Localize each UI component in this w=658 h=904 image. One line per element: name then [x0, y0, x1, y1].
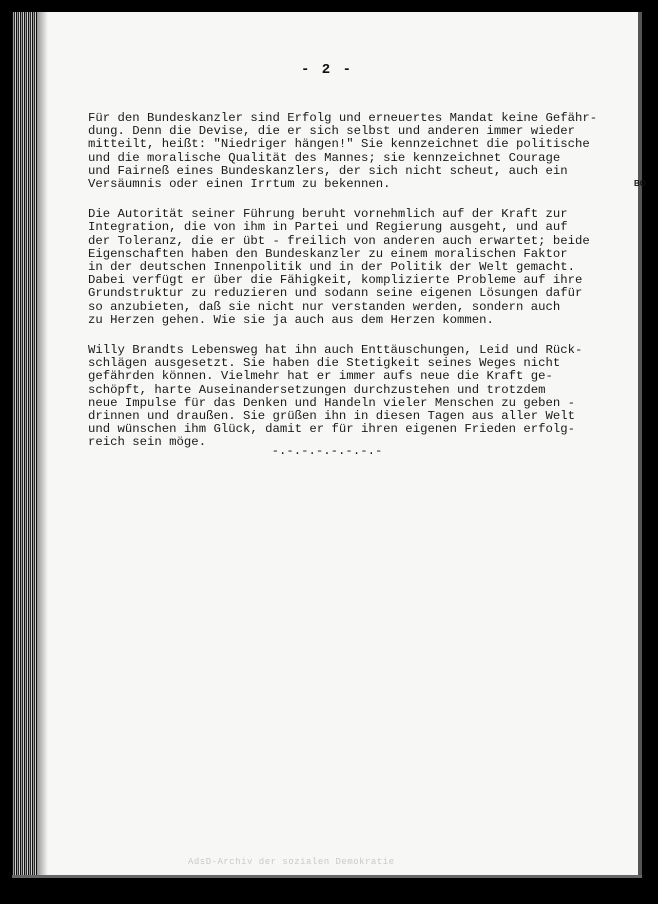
- text-line: drinnen und draußen. Sie grüßen ihn in diesen Tagen aus aller Welt: [88, 409, 576, 424]
- document-page: [12, 12, 646, 878]
- text-line: Die Autorität seiner Führung beruht vornehmlich auf der Kraft zur: [88, 207, 568, 222]
- text-line: Versäumnis oder einen Irrtum zu bekennen.: [88, 177, 391, 192]
- text-line: schlägen ausgesetzt. Sie haben die Stetigkeit seines Weges nicht: [88, 356, 561, 371]
- paragraph-1: [88, 112, 628, 191]
- edge-text-fragment: BO: [634, 179, 646, 188]
- text-line: reich sein möge.: [88, 435, 207, 450]
- text-line: der Toleranz, die er übt - freilich von anderen auch erwartet; beide: [88, 233, 590, 248]
- text-line: und wünschen ihm Glück, damit er für ihren eigenen Frieden erfolg-: [88, 422, 576, 437]
- text-line: Für den Bundeskanzler sind Erfolg und erneuertes Mandat keine Gefähr-: [88, 111, 598, 125]
- page-number: - 2 -: [300, 62, 353, 78]
- text-line: zu Herzen gehen. Wie sie ja auch aus dem Herzen kommen.: [88, 312, 494, 327]
- archive-stamp: AdsD-Archiv der sozialen Demokratie: [188, 857, 395, 867]
- body-text: [88, 112, 628, 467]
- end-separator: -.-.-.-.-.-.-.-: [271, 444, 383, 458]
- text-line: Willy Brandts Lebensweg hat ihn auch Enttäuschungen, Leid und Rück-: [88, 343, 583, 358]
- text-line: und Fairneß eines Bundeskanzlers, der sich nicht scheut, auch ein: [88, 163, 568, 178]
- text-line: in der deutschen Innenpolitik und in der Politik der Welt gemacht.: [88, 260, 576, 275]
- text-line: Integration, die von ihm in Partei und Regierung ausgeht, und auf: [88, 220, 568, 235]
- text-line: so anzubieten, daß sie nicht nur verstanden werden, sondern auch: [88, 299, 561, 314]
- page-bottom-edge: [12, 875, 642, 878]
- text-line: gefährden können. Vielmehr hat er immer aufs neue die Kraft ge-: [88, 369, 553, 384]
- text-line: Dabei verfügt er über die Fähigkeit, komplizierte Probleme auf ihre: [88, 273, 583, 288]
- text-line: Grundstruktur zu reduzieren und sodann seine eigenen Lösungen dafür: [88, 286, 583, 301]
- text-line: neue Impulse für das Denken und Handeln vieler Menschen zu geben -: [88, 395, 576, 410]
- text-line: mitteilt, heißt: "Niedriger hängen!" Sie kennzeichnet die politische: [88, 137, 590, 152]
- paragraph-3: [88, 344, 628, 450]
- paragraph-2: [88, 208, 628, 327]
- text-line: Eigenschaften haben den Bundeskanzler zu einem moralischen Faktor: [88, 246, 568, 261]
- text-line: dung. Denn die Devise, die er sich selbst und anderen immer wieder: [88, 124, 576, 139]
- text-line: schöpft, harte Auseinandersetzungen durchzustehen und trotzdem: [88, 382, 546, 397]
- text-line: und die moralische Qualität des Mannes; sie kennzeichnet Courage: [88, 150, 561, 165]
